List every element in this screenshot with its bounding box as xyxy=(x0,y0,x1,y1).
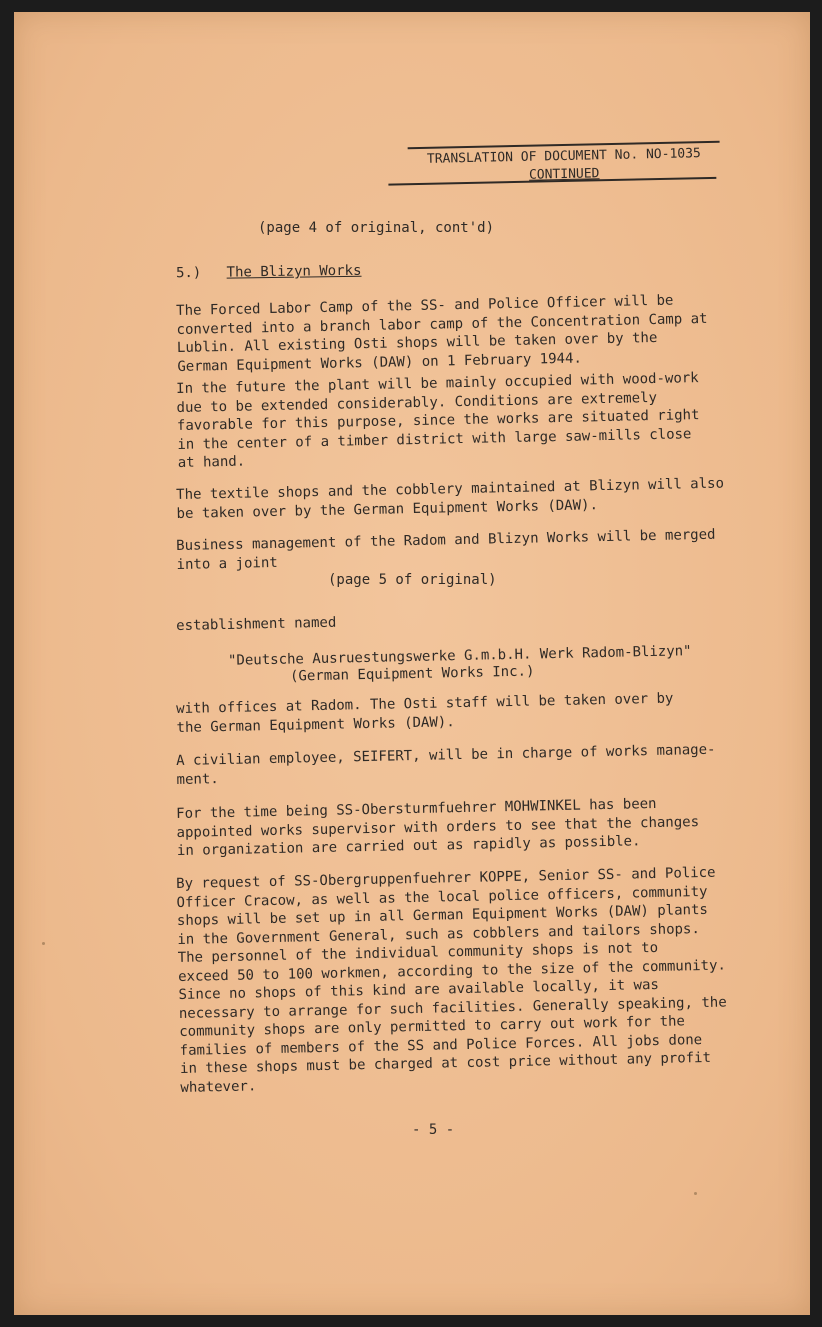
document-header xyxy=(408,141,721,186)
paragraph-offices-radom: with offices at Radom. The Osti staff will be taken over by the German Equipment Works (DAW). xyxy=(176,690,674,736)
header-continued: CONTINUED xyxy=(528,166,600,183)
section-number: 5.) xyxy=(175,264,202,282)
page-4-note: (page 4 of original, cont'd) xyxy=(258,220,495,236)
section-heading xyxy=(176,263,362,282)
paper-speck xyxy=(42,942,45,945)
paragraph-establishment-named: establishment named xyxy=(176,614,337,634)
section-title: The Blizyn Works xyxy=(226,262,362,281)
paragraph-community-shops: By request of SS-Obergruppenfuehrer KOPPE, Senior SS- and Police Officer Cracow, as well as the local police officers, community shops will be set up in all German Equipment Works (DAW) plants in the Government General, such as cobblers and tailors shops. The personnel of the individual community shops is not to exceed 50 to 100 workmen, according to the size of the community. Since no shops of this kind are available locally, it was necessary to arrange for such facilities. Generally speaking, the community shops are only permitted to carry out work for the families of members of the SS and Police Forces. All jobs done in these shops must be charged at cost price without any profit whatever. xyxy=(176,864,727,1096)
paragraph-civilian-employee: A civilian employee, SEIFERT, will be in charge of works manage- ment. xyxy=(176,741,716,788)
page-5-note: (page 5 of original) xyxy=(328,572,497,588)
header-title: TRANSLATION OF DOCUMENT No. NO-1035 xyxy=(426,146,701,167)
establishment-name-english: (German Equipment Works Inc.) xyxy=(289,663,535,685)
paper-speck xyxy=(694,1192,697,1195)
establishment-name-german: "Deutsche Ausruestungswerke G.m.b.H. Werk Radom-Blizyn" xyxy=(227,643,692,669)
paragraph-textile-shops: The textile shops and the cobblery maintained at Blizyn will also be taken over by the German Equipment Works (DAW). xyxy=(176,475,725,522)
page-number: - 5 - xyxy=(412,1122,455,1138)
paragraph-business-management: Business management of the Radom and Blizyn Works will be merged into a joint xyxy=(176,526,716,573)
paragraph-forced-labor-camp: The Forced Labor Camp of the SS- and Police Officer will be converted into a branch labor camp of the Concentration Camp at Lublin. All existing Osti shops will be taken over by the German Equipment Works (DAW) on 1 February 1944. xyxy=(176,292,708,375)
paragraph-works-supervisor: For the time being SS-Obersturmfuehrer MOHWINKEL has been appointed works supervisor with orders to see that the changes in organization are carried out as rapidly as possible. xyxy=(176,795,700,859)
document-page xyxy=(14,12,810,1315)
paragraph-wood-work: In the future the plant will be mainly occupied with wood-work due to be extended considerably. Conditions are extremely favorable for this purpose, since the works are situated right in the center of a timber district with large saw-mills close at hand. xyxy=(176,370,700,471)
